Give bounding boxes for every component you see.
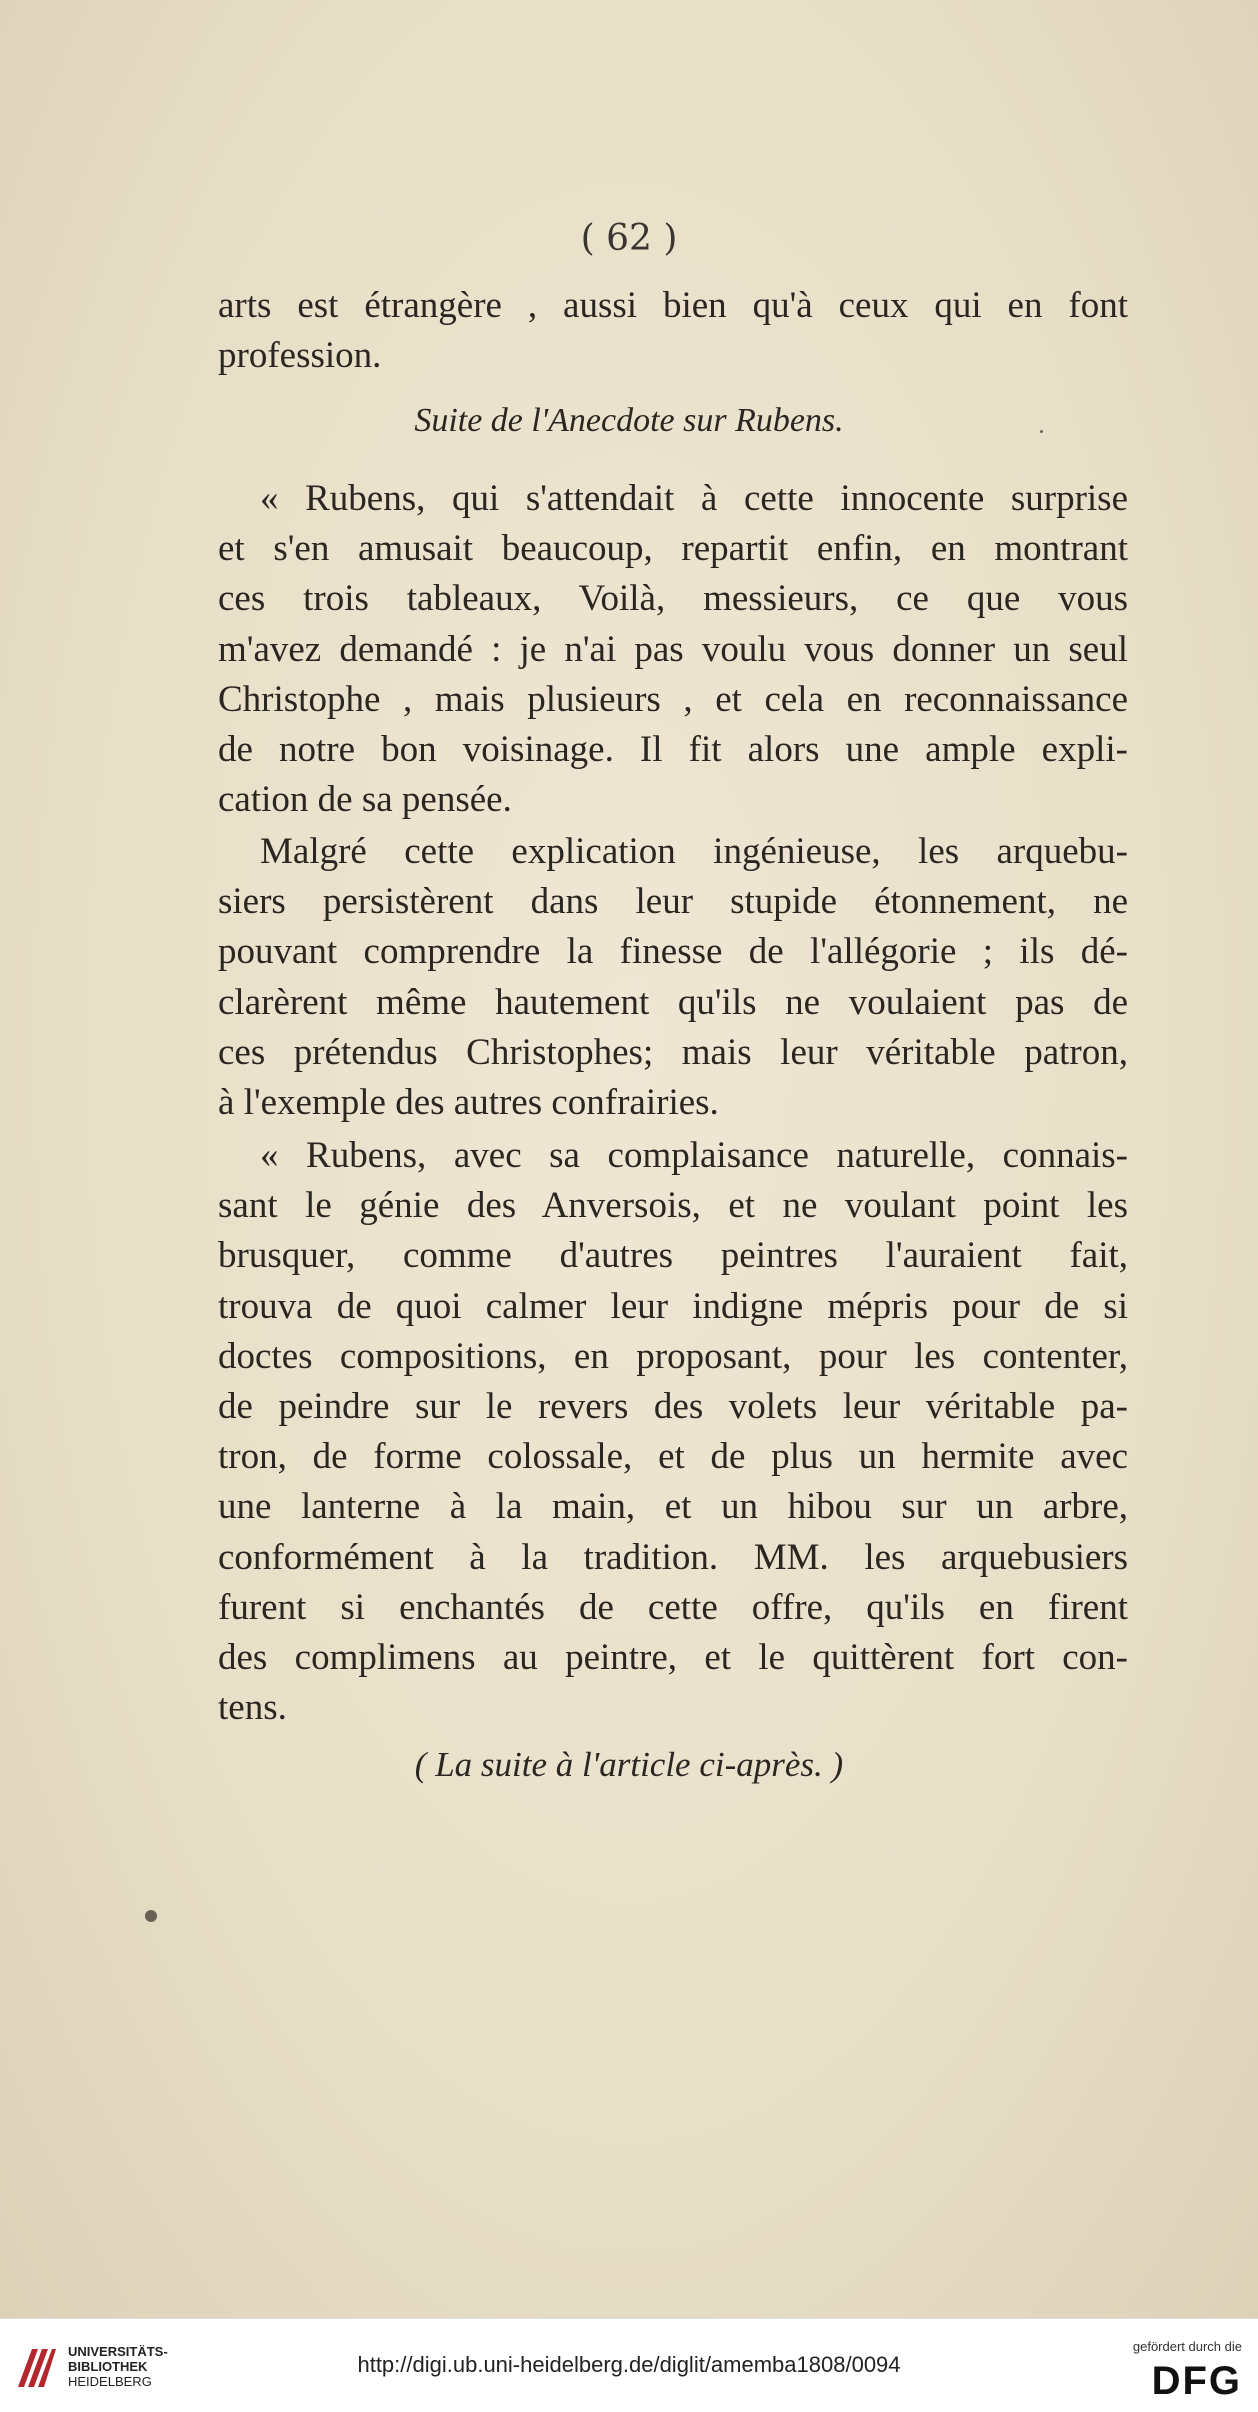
footer-bar [0,2318,1258,2412]
text-line: Malgré cette explication ingénieuse, les arquebu- [260,831,1128,872]
text-line: à l'exemple des autres confrairies. [218,1082,719,1124]
text-line: trouva de quoi calmer leur indigne mépris pour de si [218,1285,1128,1327]
text-line: cation de sa pensée. [218,779,512,821]
text-line: Christophe , mais plusieurs , et cela en reconnaissance [218,678,1128,720]
text-line: brusquer, comme d'autres peintres l'auraient fait, [218,1235,1128,1277]
paragraph-2 [218,827,1128,1128]
section-heading: Suite de l'Anecdote sur Rubens. [414,402,844,439]
paragraph-1 [218,474,1128,825]
text-line: pouvant comprendre la finesse de l'allégorie ; ils dé- [218,931,1128,973]
funding-note: gefördert durch die [1132,2339,1242,2354]
paragraph-3 [218,1131,1128,1733]
library-line-2: BIBLIOTHEK [68,2359,148,2374]
text-line: de peindre sur le revers des volets leur véritable pa- [218,1386,1128,1428]
text-line: clarèrent même hautement qu'ils ne voulaient pas de [218,981,1128,1023]
text-line: une lanterne à la main, et un hibou sur un arbre, [218,1486,1128,1528]
text-line: arts est étrangère , aussi bien qu'à ceux qui en font [218,285,1128,326]
text-line: furent si enchantés de cette offre, qu'ils en firent [218,1586,1128,1628]
dfg-logo: DFG [1151,2359,1242,2403]
text-line: ces prétendus Christophes; mais leur véritable patron, [218,1031,1128,1073]
text-line: conformément à la tradition. MM. les arquebusiers [218,1536,1128,1578]
text-line: « Rubens, qui s'attendait à cette innocente surprise [260,478,1128,519]
opening-lines [218,281,1128,381]
text-line: profession. [218,335,382,377]
library-line-1: UNIVERSITÄTS- [68,2344,168,2359]
ink-speck [145,1910,157,1922]
text-line: m'avez demandé : je n'ai pas voulu vous donner un seul [218,628,1128,670]
text-line: tens. [218,1687,287,1729]
library-line-3: HEIDELBERG [68,2374,152,2389]
text-line: des complimens au peintre, et le quittèrent fort con- [218,1637,1128,1679]
text-line: ces trois tableaux, Voilà, messieurs, ce que vous [218,578,1128,620]
text-line: « Rubens, avec sa complaisance naturelle, connais- [260,1135,1128,1176]
page-number: ( 62 ) [580,218,678,259]
text-line: tron, de forme colossale, et de plus un hermite avec [218,1436,1128,1478]
closing-note: ( La suite à l'article ci-après. ) [414,1745,844,1784]
text-line: doctes compositions, en proposant, pour les contenter, [218,1335,1128,1377]
text-line: siers persistèrent dans leur stupide étonnement, ne [218,881,1128,923]
text-line: et s'en amusait beaucoup, repartit enfin, en montrant [218,528,1128,570]
text-line: sant le génie des Anversois, et ne voulant point les [218,1185,1128,1227]
text-line: de notre bon voisinage. Il fit alors une ample expli- [218,729,1128,771]
ink-speck [1040,430,1043,433]
permalink-url[interactable]: http://digi.ub.uni-heidelberg.de/diglit/amemba1808/0094 [357,2352,901,2377]
